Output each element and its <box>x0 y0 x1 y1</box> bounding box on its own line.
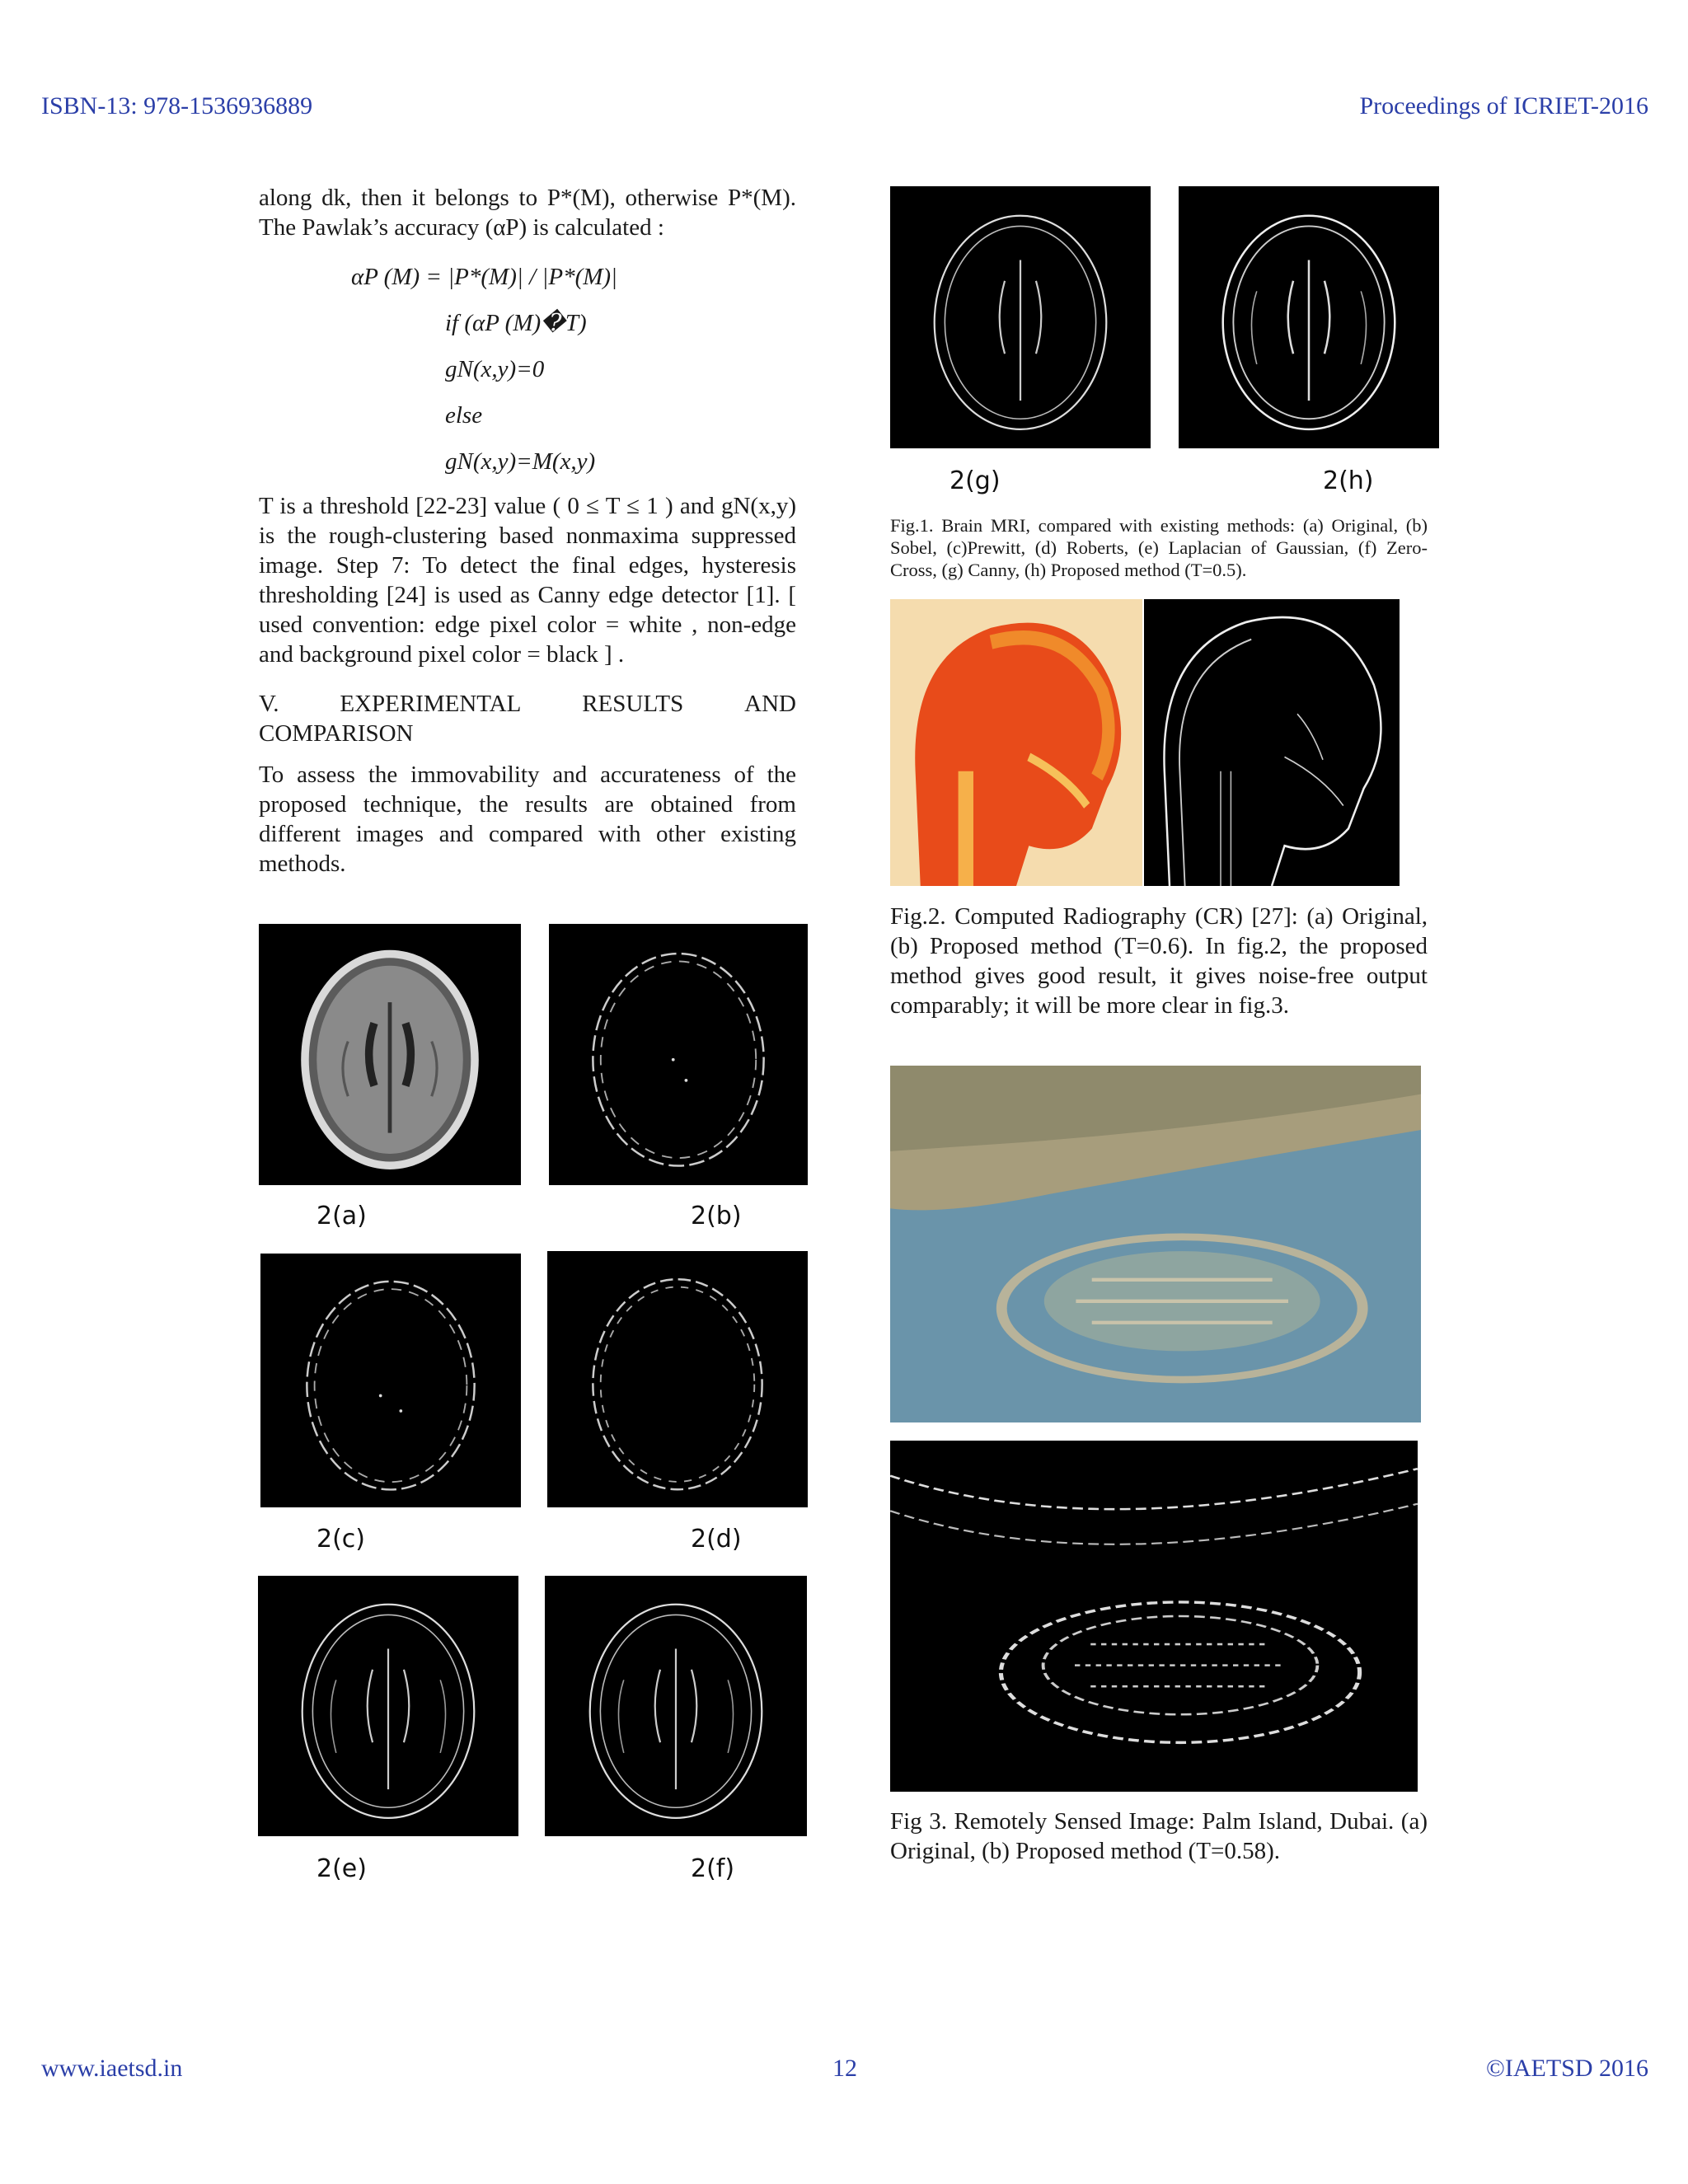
image-2a-original-mri <box>259 924 521 1185</box>
section-word: COMPARISON <box>259 720 414 747</box>
caption-fig3: Fig 3. Remotely Sensed Image: Palm Island, Dubai. (a) Original, (b) Proposed method (T=0.58). <box>890 1808 1428 1864</box>
label-2g: 2(g) <box>950 466 1001 495</box>
caption-fig1: Fig.1. Brain MRI, compared with existing methods: (a) Original, (b) Sobel, (c)Prewitt, (d) Roberts, (e) Laplacian of Gaussian, (f) Zero-Cross, (g) Canny, (h) Proposed method (T=0.5). <box>890 515 1428 580</box>
image-2h-proposed <box>1179 186 1439 448</box>
equation-if: if (αP (M)�T) <box>445 310 587 336</box>
image-2d-roberts <box>547 1251 808 1507</box>
label-2c: 2(c) <box>316 1525 365 1554</box>
section-word: RESULTS <box>582 691 684 717</box>
image-2g-canny <box>890 186 1151 448</box>
section-word: V. <box>259 691 279 717</box>
header-proceedings: Proceedings of ICRIET-2016 <box>1359 92 1648 120</box>
image-2f-zero-cross <box>545 1576 807 1836</box>
left-column-text <box>259 183 796 890</box>
image-fig3-proposed <box>890 1441 1418 1792</box>
footer-page-number: 12 <box>832 2055 857 2082</box>
paragraph-pawlak: along dk, then it belongs to P*(M), otherwise P*(M). The Pawlak’s accuracy (αP) is calculated : <box>259 185 796 241</box>
footer-website: www.iaetsd.in <box>41 2055 183 2082</box>
section-heading <box>259 689 796 748</box>
image-2c-prewitt <box>260 1254 521 1507</box>
image-2e-log <box>258 1576 518 1836</box>
equation-accuracy: αP (M) = |P*(M)| / |P*(M)| <box>351 264 618 290</box>
paragraph-threshold: T is a threshold [22-23] value ( 0 ≤ T ≤ 1 ) and gN(x,y) is the rough-clustering based nonmaxima suppressed image. Step 7: To detect the final edges, hysteresis thresholding [24] is used as Canny edge detector [1]. [ used convention: edge pixel color = white , non-edge and background pixel color = black ] . <box>259 493 796 668</box>
section-word: AND <box>744 691 796 717</box>
section-word: EXPERIMENTAL <box>340 691 522 717</box>
header-isbn: ISBN-13: 978-1536936889 <box>41 92 313 120</box>
label-2f: 2(f) <box>691 1854 735 1883</box>
label-2d: 2(d) <box>691 1525 742 1554</box>
equation-zero: gN(x,y)=0 <box>445 356 545 382</box>
label-2h: 2(h) <box>1323 466 1374 495</box>
image-fig3-original-palm-island <box>890 1066 1421 1422</box>
image-2b-sobel <box>549 924 808 1185</box>
equation-else: else <box>445 402 483 429</box>
caption-fig2: Fig.2. Computed Radiography (CR) [27]: (a) Original, (b) Proposed method (T=0.6). In fig.2, the proposed method gives good result, it gives noise-free output comparably; it will be more clear in fig.3. <box>890 903 1428 1019</box>
paragraph-assess: To assess the immovability and accurateness of the proposed technique, the results are obtained from different images and compared with other existing methods. <box>259 762 796 877</box>
equation-assign: gN(x,y)=M(x,y) <box>445 448 596 475</box>
label-2b: 2(b) <box>691 1202 742 1230</box>
label-2e: 2(e) <box>316 1854 367 1883</box>
footer-copyright: ©IAETSD 2016 <box>1486 2055 1648 2082</box>
label-2a: 2(a) <box>316 1202 367 1230</box>
image-fig2-original-cr <box>890 599 1142 886</box>
image-fig2-proposed <box>1144 599 1400 886</box>
